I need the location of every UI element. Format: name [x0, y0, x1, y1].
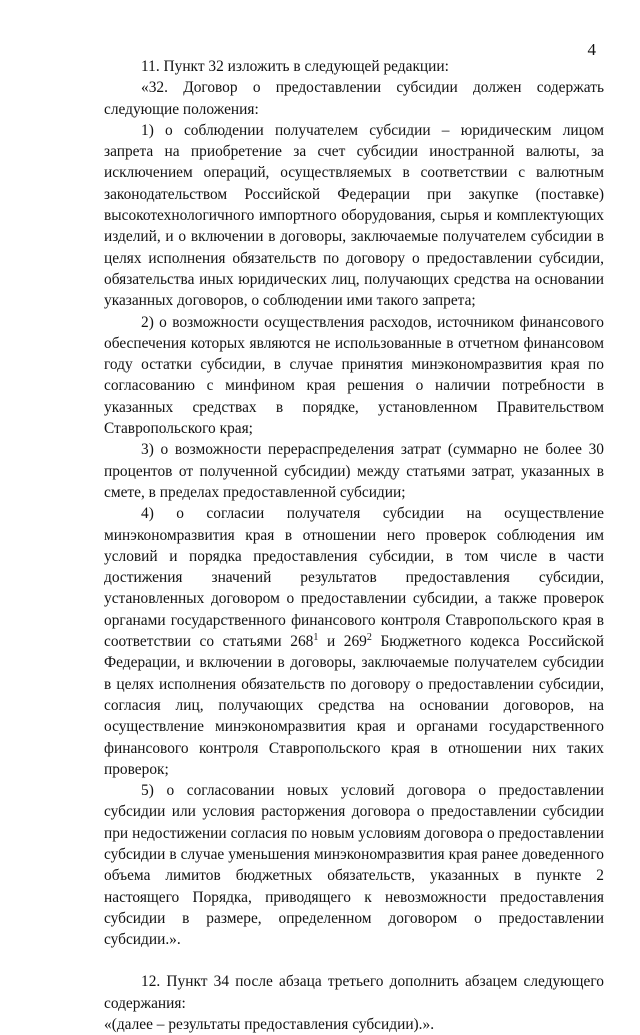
provision-4-superscript-2: 2 [366, 631, 372, 643]
provision-4-text-a: 4) о согласии получателя субсидии на осуществление минэкономразвития края в отношении него проверок соблюдения им условий и порядка предоставления субсидии, в том числе в части достижения значений результатов предоставления субсидии, установленных договором о предоставлении субсидии, а также проверок органами государственного финансового контроля Ставропольского края в соответствии со статьями 268 [104, 505, 604, 651]
provision-1: 1) о соблюдении получателем субсидии – юридическим лицом запрета на приобретение за счет субсидии иностранной валюты, за исключением операций, осуществляемых в соответствии с валютным законодательством Российской Федерации при закупке (поставке) высокотехнологичного импортного оборудования, сырья и комплектующих изделий, и о включении в договоры, заключаемые получателем субсидии в целях исполнения обязательств по договору о предоставлении субсидии, обязательства иных юридических лиц, получающих средства на основании указанных договоров, о соблюдении ими такого запрета; [104, 121, 604, 310]
item-11-heading: 11. Пункт 32 изложить в следующей редакции: [141, 58, 449, 75]
provision-4-text-c: Бюджетного кодекса Российской Федерации, и включении в договоры, заключаемые получателем субсидии в целях исполнения обязательств по договору о предоставлении субсидии, согласия лиц, получающих средства на основании договоров, на осуществление минэкономразвития края и органами государственного финансового контроля Ставропольского края в отношении них таких проверок; [104, 633, 604, 778]
provision-2: 2) о возможности осуществления расходов, источником финансового обеспечения которых являются не использованные в отчетном финансовом году остатки субсидии, в случае принятия минэкономразвития края по согласованию с минфином края решения о наличии потребности в указанных средствах в порядке, установленном Правительством Ставропольского края; [104, 313, 604, 438]
provision-4 [104, 503, 604, 780]
page-number: 4 [587, 40, 596, 59]
provision-4-text-b: и 269 [318, 633, 367, 651]
item-12-text: «(далее – результаты предоставления субсидии).». [104, 1016, 435, 1034]
document-body [104, 56, 604, 1035]
provision-5: 5) о согласовании новых условий договора о предоставлении субсидии или условия расторжения договора о предоставлении субсидии при недостижении согласия по новым условиям договора о предоставлении субсидии в случае уменьшения минэкономразвития края ранее доведенного объема лимитов бюджетных обязательств, указанных в пункте 2 настоящего Порядка, приводящего к невозможности предоставления субсидии в размере, определенном договором о предоставлении субсидии.». [104, 782, 604, 949]
item-12-heading: 12. Пункт 34 после абзаца третьего дополнить абзацем следующего содержания: [104, 973, 604, 1012]
provision-4-superscript-1: 1 [313, 631, 319, 643]
provision-3: 3) о возможности перераспределения затрат (суммарно не более 30 процентов от полученной субсидии) между статьями затрат, указанных в смете, в пределах предоставленной субсидии; [104, 441, 604, 501]
item-32-intro: «32. Договор о предоставлении субсидии должен содержать следующие положения: [104, 79, 604, 118]
